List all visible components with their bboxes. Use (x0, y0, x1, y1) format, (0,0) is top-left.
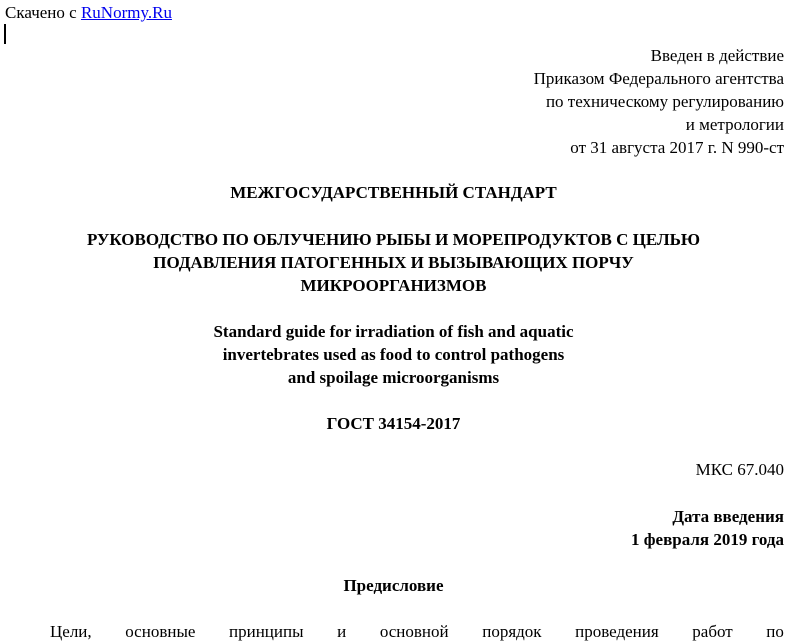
paragraph-word: Цели, (50, 622, 92, 641)
title-english-line: invertebrates used as food to control pathogens (222, 345, 565, 364)
foreword-paragraph-line (50, 620, 784, 643)
runormy-link[interactable]: RuNormy.Ru (80, 3, 172, 22)
download-prefix: Скачено с (5, 3, 77, 22)
introduction-date-value: 1 февраля 2019 года (631, 530, 784, 549)
title-english (0, 320, 787, 389)
mks-code: МКС 67.040 (695, 460, 784, 479)
paragraph-word: порядок (482, 622, 542, 641)
paragraph-word: проведения (575, 622, 659, 641)
title-russian-line: ПОДАВЛЕНИЯ ПАТОГЕННЫХ И ВЫЗЫВАЮЩИХ ПОРЧУ (153, 253, 634, 272)
enactment-line: от 31 августа 2017 г. N 990-ст (570, 138, 784, 157)
enactment-line: Введен в действие (650, 46, 784, 65)
section-title-foreword: Предисловие (343, 576, 444, 595)
title-russian-line: РУКОВОДСТВО ПО ОБЛУЧЕНИЮ РЫБЫ И МОРЕПРОДУКТОВ С ЦЕЛЬЮ (86, 230, 701, 249)
enactment-block (534, 44, 784, 159)
introduction-date-block (631, 505, 784, 551)
paragraph-word: работ (692, 622, 733, 641)
standard-type-heading: МЕЖГОСУДАРСТВЕННЫЙ СТАНДАРТ (230, 183, 557, 202)
title-russian (0, 228, 787, 297)
paragraph-word: основной (379, 622, 449, 641)
text-cursor (4, 24, 6, 44)
paragraph-word: основные (125, 622, 196, 641)
gost-number: ГОСТ 34154-2017 (326, 414, 461, 433)
title-russian-line: МИКРООРГАНИЗМОВ (300, 276, 487, 295)
enactment-line: по техническому регулированию (545, 92, 784, 111)
introduction-date-label: Дата введения (672, 507, 784, 526)
download-source-line (5, 1, 172, 24)
title-english-line: Standard guide for irradiation of fish and aquatic (213, 322, 574, 341)
enactment-line: Приказом Федерального агентства (533, 69, 784, 88)
paragraph-word: и (337, 622, 347, 641)
paragraph-word: принципы (229, 622, 304, 641)
enactment-line: и метрологии (685, 115, 784, 134)
title-english-line: and spoilage microorganisms (287, 368, 500, 387)
paragraph-word: по (766, 622, 784, 641)
